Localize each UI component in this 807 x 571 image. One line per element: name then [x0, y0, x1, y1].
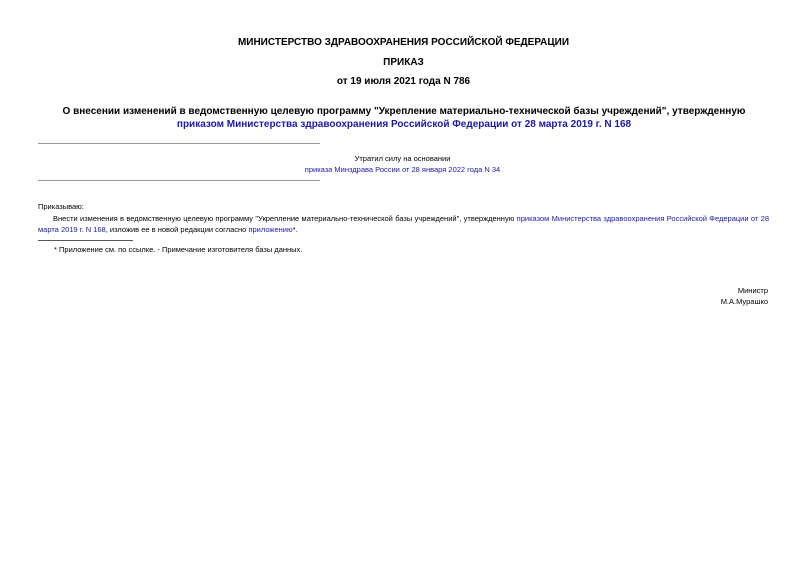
subject-reference-link[interactable]: приказом Министерства здравоохранения Российской Федерации от 28 марта 2019 г. N 168 [176, 119, 632, 130]
order-reference-link[interactable]: приказом Министерства здравоохранения Российской Федерации от 28 марта 2019 г. N 168 [38, 214, 769, 234]
order-paragraph [38, 213, 769, 235]
repeal-note-text: Утратил силу на основании [354, 154, 451, 163]
document-subject [44, 105, 764, 131]
subject-text: О внесении изменений в ведомственную целевую программу "Укрепление материально-технической базы учреждений", утвержденную [62, 106, 746, 117]
appendix-link[interactable]: приложению [248, 225, 293, 234]
order-text-end: *. [292, 225, 298, 234]
divider-top [38, 143, 320, 144]
signatory-title: Министр [737, 286, 768, 295]
footnote-separator [38, 240, 133, 241]
order-intro: Приказываю: [38, 202, 84, 211]
order-text-middle: , изложив ее в новой редакции согласно [105, 225, 249, 234]
divider-bottom [38, 180, 320, 181]
signatory-name: М.А.Мурашко [720, 297, 768, 306]
document-date-number: от 19 июля 2021 года N 786 [336, 76, 471, 87]
repeal-reference-link[interactable]: приказа Минздрава России от 28 января 2022 года N 34 [304, 165, 501, 174]
ministry-heading: МИНИСТЕРСТВО ЗДРАВООХРАНЕНИЯ РОССИЙСКОЙ ФЕДЕРАЦИИ [237, 37, 570, 48]
footnote: * Приложение см. по ссылке. - Примечание изготовителя базы данных. [54, 245, 303, 254]
document-type-heading: ПРИКАЗ [383, 57, 424, 68]
repeal-note [245, 153, 560, 175]
order-text-start: Внести изменения в ведомственную целевую программу "Укрепление материально-технической базы учреждений", утвержденную [53, 214, 517, 223]
